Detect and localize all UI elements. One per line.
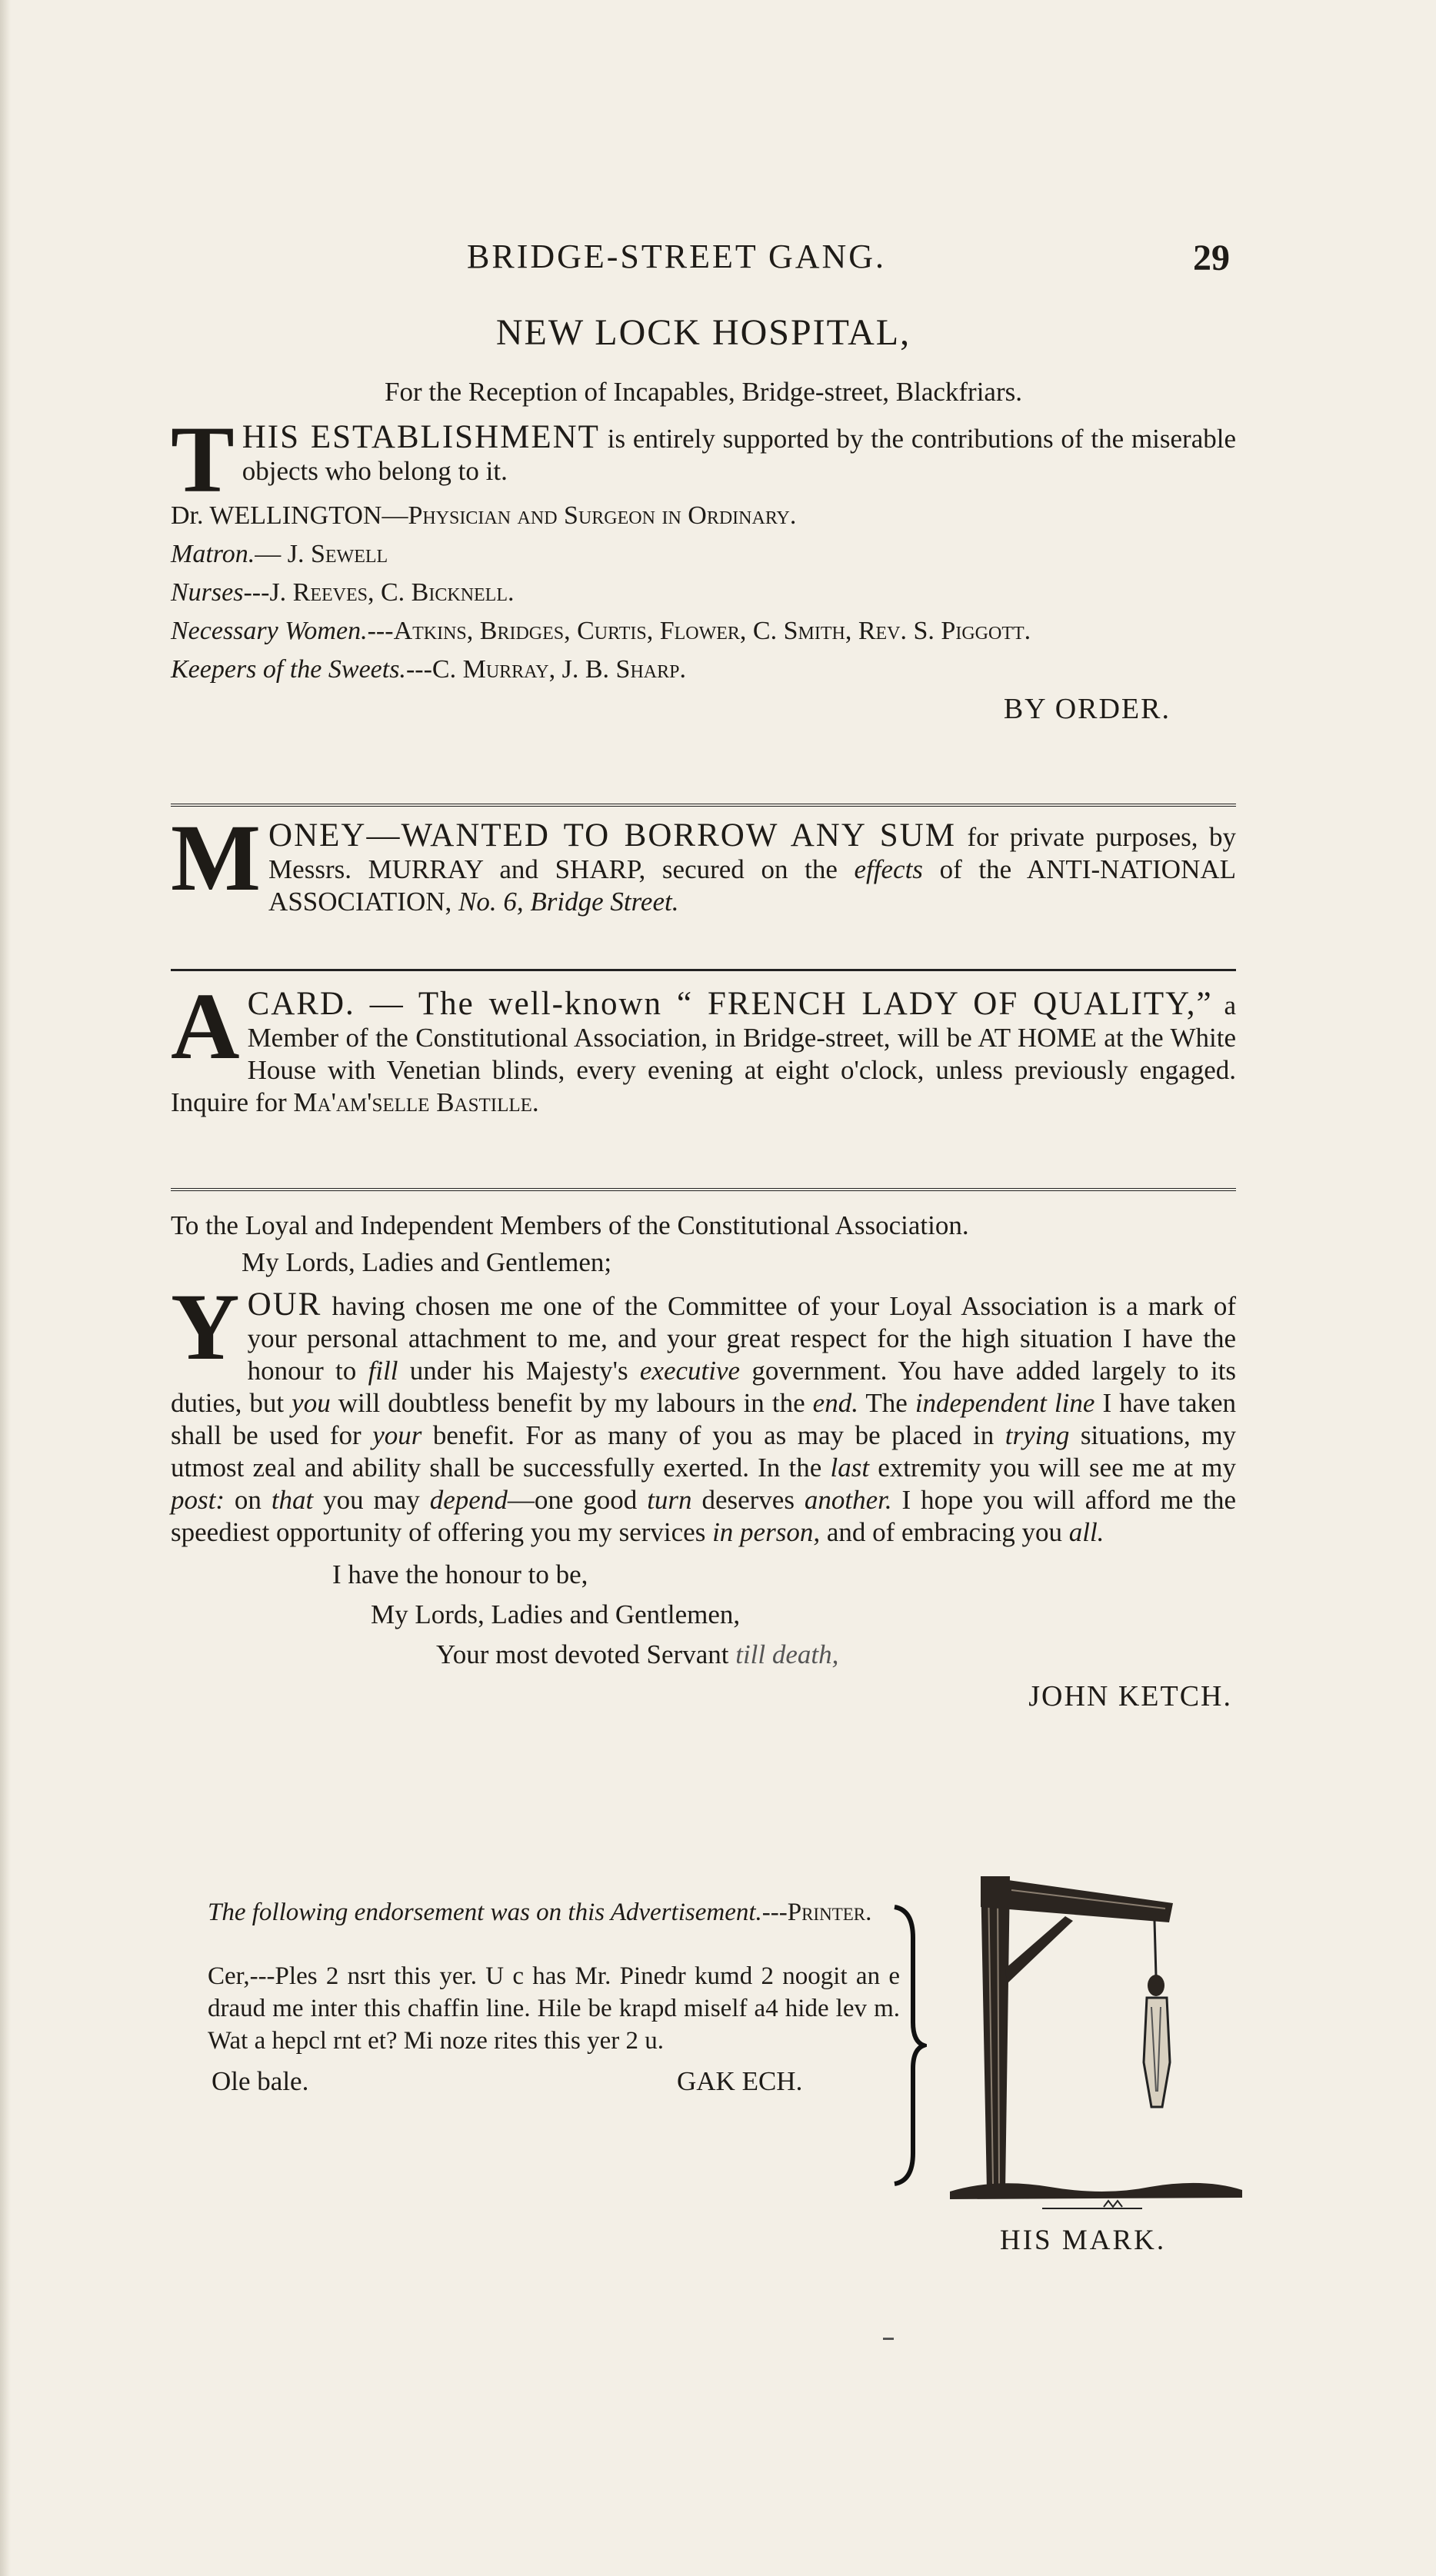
staff-entry (171, 574, 1236, 612)
money-advert (171, 805, 1237, 918)
text-run: will doubtless benefit by my labours in the (338, 1388, 805, 1418)
text-run: —one good (507, 1485, 638, 1515)
letter-body (171, 1274, 1237, 1549)
card-advert (171, 973, 1236, 1119)
endorsement-body: Cer,---Ples 2 nsrt this yer. U c has Mr. Pinedr kumd 2 noogit an e draud me inter this chaffin line. Hile be krapd miself a4 hide lev m. Wat a hepcl rnt et? Mi noze rites this yer 2 u. (208, 1962, 900, 2055)
lead-caps: OUR (247, 1286, 322, 1323)
staff-sep: --- (405, 655, 432, 684)
endorsement (208, 1895, 900, 2111)
emphasis: last (830, 1453, 870, 1483)
staff-entry (171, 497, 1236, 535)
closing-line (171, 1635, 1236, 1675)
money-body-2: of the ANTI-NATIONAL ASSOCIATION, (268, 854, 1237, 917)
divider (171, 804, 1236, 809)
emphasis: all. (1068, 1517, 1104, 1547)
curly-brace (888, 1899, 927, 2192)
emphasis: executive (639, 1356, 741, 1386)
emphasis: your (372, 1420, 422, 1450)
staff-entry (171, 535, 1236, 574)
till-death: till death, (735, 1639, 839, 1669)
staff-names: J. Sewell (287, 540, 388, 568)
closing-line: My Lords, Ladies and Gentlemen, (371, 1599, 741, 1629)
letter-address: To the Loyal and Independent Members of the Constitutional Association. (171, 1210, 969, 1240)
page-mark (883, 2338, 894, 2340)
endorsement-note (208, 1895, 900, 1929)
staff-names: Physician and Surgeon in Ordinary. (408, 501, 797, 530)
money-body-1: for private purposes, by Messrs. MURRAY and SHARP, secured on the (268, 822, 1236, 884)
letter (171, 1207, 1236, 1713)
text-run: and of embracing you (826, 1517, 1062, 1547)
text-run: on (234, 1485, 262, 1515)
divider (171, 1188, 1236, 1193)
sign-right: GAK ECH. (677, 2066, 803, 2096)
page-number: 29 (1193, 238, 1230, 278)
card-paragraph (171, 973, 1236, 1119)
staff-role: Keepers of the Sweets. (171, 655, 406, 684)
money-address: No. 6, Bridge Street. (458, 887, 679, 917)
emphasis: another. (804, 1485, 892, 1515)
dropcap: A (171, 973, 240, 1079)
lead-caps: ONEY—WANTED TO BORROW ANY SUM (268, 817, 956, 854)
closing-line: I have the honour to be, (332, 1559, 588, 1589)
page-edge (0, 0, 11, 2576)
text-run: I hope you will afford me the speediest opportunity of offering you my services (171, 1485, 1236, 1547)
text-run: having chosen me one of the Committee of your Loyal Association is a mark of your personal attachment to me, and your great respect for the high situation I have the honour to (247, 1291, 1237, 1386)
staff-role: Dr. WELLINGTON (171, 501, 382, 530)
hospital-notice (171, 407, 1236, 726)
lead-caps: HIS ESTABLISHMENT (242, 419, 600, 455)
by-order: BY ORDER. (1003, 693, 1171, 725)
staff-list (171, 497, 1236, 689)
closing-text: Your most devoted Servant (436, 1639, 729, 1669)
hospital-body: is entirely supported by the contributions of the miserable objects who belong to it. (242, 424, 1236, 486)
hospital-intro (171, 407, 1236, 512)
emphasis: trying (1005, 1420, 1070, 1450)
printer-credit: ---Printer. (761, 1899, 872, 1926)
hospital-subtitle: For the Reception of Incapables, Bridge-street, Blackfriars. (384, 377, 1022, 407)
staff-names: J. Reeves, C. Bicknell. (269, 578, 515, 607)
card-contact: Ma'am'selle Bastille. (293, 1087, 539, 1117)
text-run: extremity you will see me at my (878, 1453, 1236, 1483)
money-paragraph (171, 805, 1237, 918)
staff-entry (171, 651, 1236, 689)
endorsement-sign-line (208, 2065, 900, 2111)
text-run: The (865, 1388, 908, 1418)
emphasis: end. (812, 1388, 858, 1418)
text-run: I have taken shall be used for (171, 1388, 1237, 1450)
running-title: BRIDGE-STREET GANG. (467, 238, 887, 275)
staff-names: Atkins, Bridges, Curtis, Flower, C. Smith, Rev. S. Piggott. (393, 617, 1031, 645)
staff-role: Necessary Women. (171, 617, 368, 645)
card-body: a Member of the Constitutional Association, in Bridge-street, will be AT HOME at the White House with Venetian blinds, every evening at eight o'clock, unless previously engaged. Inquire for (171, 990, 1236, 1117)
signature: JOHN KETCH. (1028, 1680, 1232, 1712)
staff-sep: — (255, 540, 288, 568)
hospital-title: NEW LOCK HOSPITAL, (495, 312, 911, 353)
dropcap: T (171, 407, 235, 512)
lead-caps: CARD. — The well-known “ FRENCH LADY OF QUALITY,” (247, 986, 1213, 1022)
running-header (171, 231, 1236, 292)
staff-entry (171, 616, 1236, 647)
text-run: government. You have added largely to its duties, but (171, 1356, 1237, 1418)
emphasis: post: (171, 1485, 225, 1515)
staff-sep: — (381, 501, 408, 530)
text-run: deserves (701, 1485, 795, 1515)
staff-names: C. Murray, J. B. Sharp. (431, 655, 686, 684)
gallows-illustration (950, 1861, 1242, 2218)
sign-left: Ole bale. (212, 2066, 309, 2096)
emphasis: in person, (712, 1517, 821, 1547)
emphasis: independent line (915, 1388, 1095, 1418)
divider (171, 969, 1236, 971)
dropcap: Y (171, 1274, 240, 1380)
emphasis: depend (429, 1485, 508, 1515)
text-run: benefit. For as many of you as may be placed in (432, 1420, 995, 1450)
emphasis: turn (647, 1485, 692, 1515)
emphasis: you (292, 1388, 331, 1418)
staff-sep: --- (243, 578, 270, 607)
letter-salutation: My Lords, Ladies and Gentlemen; (242, 1247, 612, 1277)
text-run: you may (323, 1485, 420, 1515)
staff-role: Nurses (171, 578, 244, 607)
emphasis: fill (368, 1356, 398, 1386)
note-text: The following endorsement was on this Advertisement. (208, 1899, 762, 1926)
text-run: under his Majesty's (409, 1356, 628, 1386)
money-effects: effects (854, 854, 923, 884)
staff-sep: --- (367, 617, 394, 645)
staff-role: Matron. (171, 540, 255, 568)
emphasis: that (271, 1485, 314, 1515)
illustration-caption: HIS MARK. (1000, 2225, 1167, 2256)
dropcap: M (171, 805, 262, 910)
text-run: situations, my utmost zeal and ability shall be successfully exerted. In the (171, 1420, 1237, 1483)
